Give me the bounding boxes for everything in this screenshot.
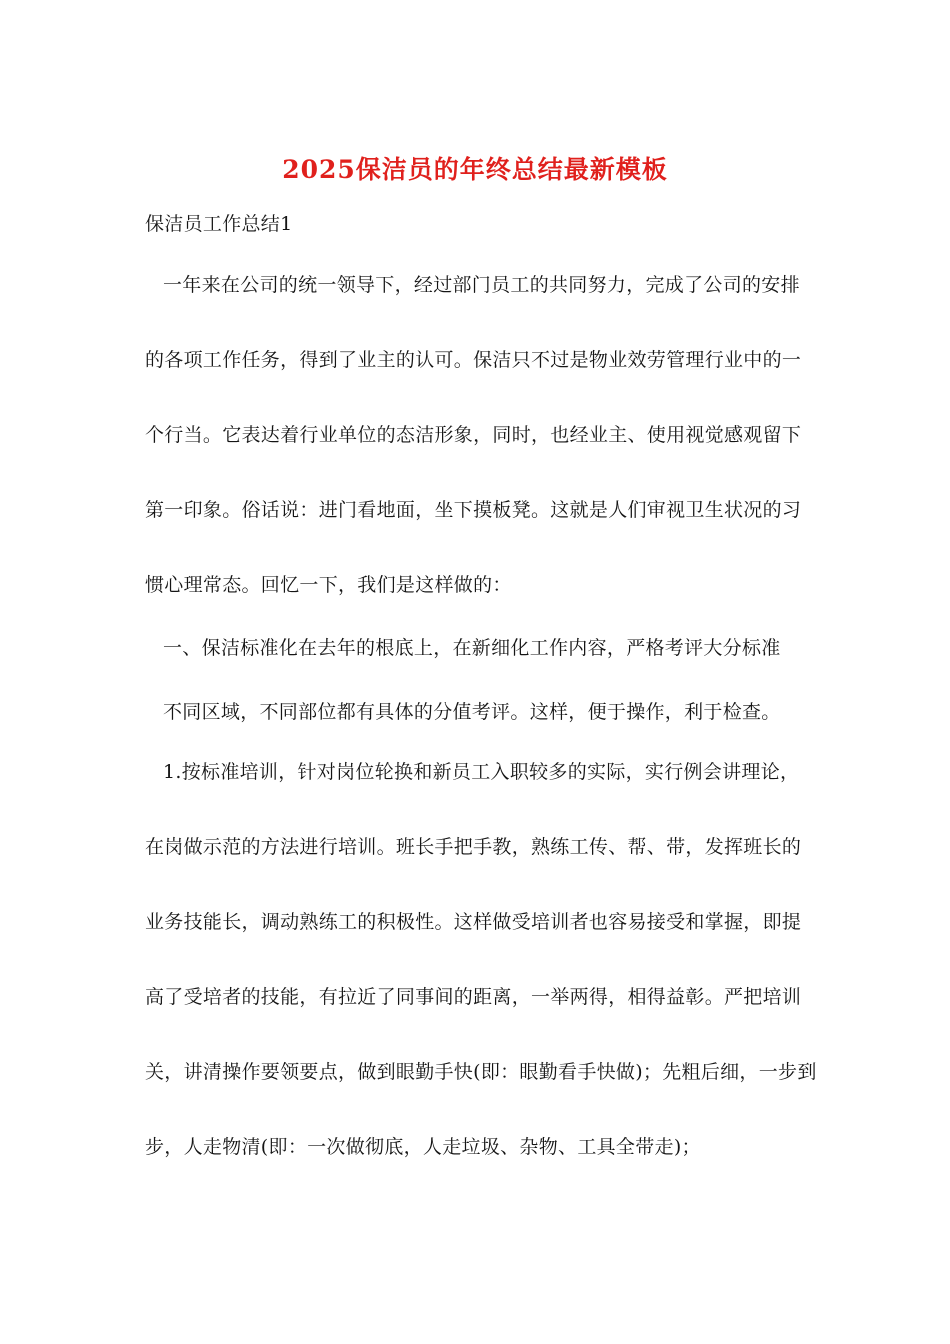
- list-item-line: 1.按标准培训，针对岗位轮换和新员工入职较多的实际，实行例会讲理论，: [163, 761, 800, 783]
- list-item-line: 一、保洁标准化在去年的根底上，在新细化工作内容，严格考评大分标准: [163, 637, 781, 659]
- section-heading: 保洁员工作总结1: [145, 213, 293, 235]
- paragraph-line: 个行当。它表达着行业单位的态洁形象，同时，也经业主、使用视觉感观留下: [145, 424, 802, 446]
- paragraph-line: 高了受培者的技能，有拉近了同事间的距离，一举两得，相得益彰。严把培训: [145, 986, 802, 1008]
- paragraph-line: 步，人走物清(即：一次做彻底，人走垃圾、杂物、工具全带走)；: [145, 1136, 701, 1158]
- paragraph-line: 一年来在公司的统一领导下，经过部门员工的共同努力，完成了公司的安排: [163, 274, 800, 296]
- paragraph-line: 第一印象。俗话说：进门看地面，坐下摸板凳。这就是人们审视卫生状况的习: [145, 499, 802, 521]
- list-item-line: 不同区域，不同部位都有具体的分值考评。这样，便于操作，利于检查。: [163, 701, 781, 723]
- paragraph-line: 惯心理常态。回忆一下，我们是这样做的：: [145, 574, 512, 596]
- paragraph-line: 业务技能长，调动熟练工的积极性。这样做受培训者也容易接受和掌握，即提: [145, 911, 802, 933]
- paragraph-line: 关，讲清操作要领要点，做到眼勤手快(即：眼勤看手快做)；先粗后细，一步到: [145, 1061, 817, 1083]
- paragraph-line: 在岗做示范的方法进行培训。班长手把手教，熟练工传、帮、带，发挥班长的: [145, 836, 802, 858]
- paragraph-line: 的各项工作任务，得到了业主的认可。保洁只不过是物业效劳管理行业中的一: [145, 349, 802, 371]
- document-title: 2025保洁员的年终总结最新模板: [282, 155, 668, 184]
